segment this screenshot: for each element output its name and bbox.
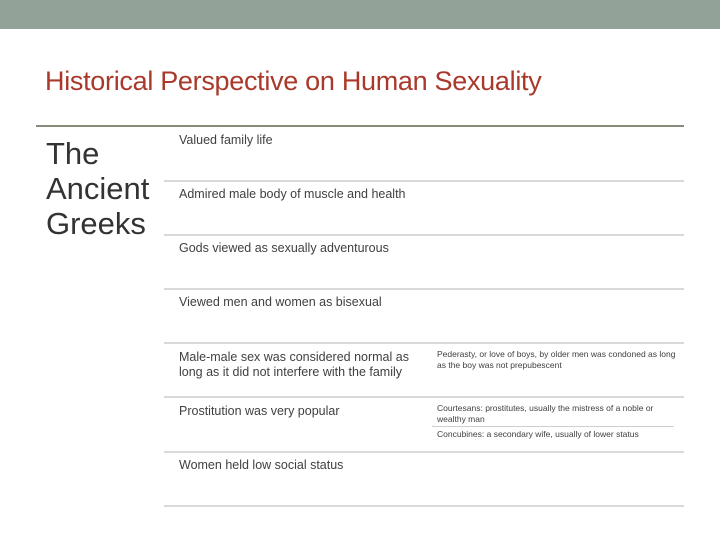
list-item-family-life: Valued family life	[179, 133, 273, 147]
section-heading-line-1: The	[46, 136, 100, 171]
list-divider	[164, 451, 684, 453]
section-heading-line-3: Greeks	[46, 206, 146, 241]
slide-title: Historical Perspective on Human Sexuality	[45, 66, 542, 96]
list-divider	[164, 180, 684, 182]
list-item-prostitution: Prostitution was very popular	[179, 404, 340, 418]
sub-item-concubines: Concubines: a secondary wife, usually of lower status	[437, 429, 639, 439]
sub-item-courtesans: Courtesans: prostitutes, usually the mistress of a noble or wealthy man	[437, 403, 654, 424]
top-accent-bar	[0, 0, 720, 29]
section-heading-line-2: Ancient	[46, 171, 150, 206]
list-item-gods: Gods viewed as sexually adventurous	[179, 241, 389, 255]
list-divider	[164, 505, 684, 507]
section-heading	[46, 136, 149, 241]
list-divider	[164, 234, 684, 236]
list-item-bisexual: Viewed men and women as bisexual	[179, 295, 382, 309]
list-divider	[164, 396, 684, 398]
sub-item-divider	[432, 426, 674, 427]
list-item-male-male: Male-male sex was considered normal as long as it did not interfere with the family	[179, 350, 409, 379]
list-divider	[164, 342, 684, 344]
list-divider	[164, 288, 684, 290]
sub-item-pederasty: Pederasty, or love of boys, by older men was condoned as long as the boy was not prepubescent	[437, 349, 676, 370]
title-divider	[36, 125, 684, 127]
list-item-women-status: Women held low social status	[179, 458, 344, 472]
list-item-male-body: Admired male body of muscle and health	[179, 187, 406, 201]
